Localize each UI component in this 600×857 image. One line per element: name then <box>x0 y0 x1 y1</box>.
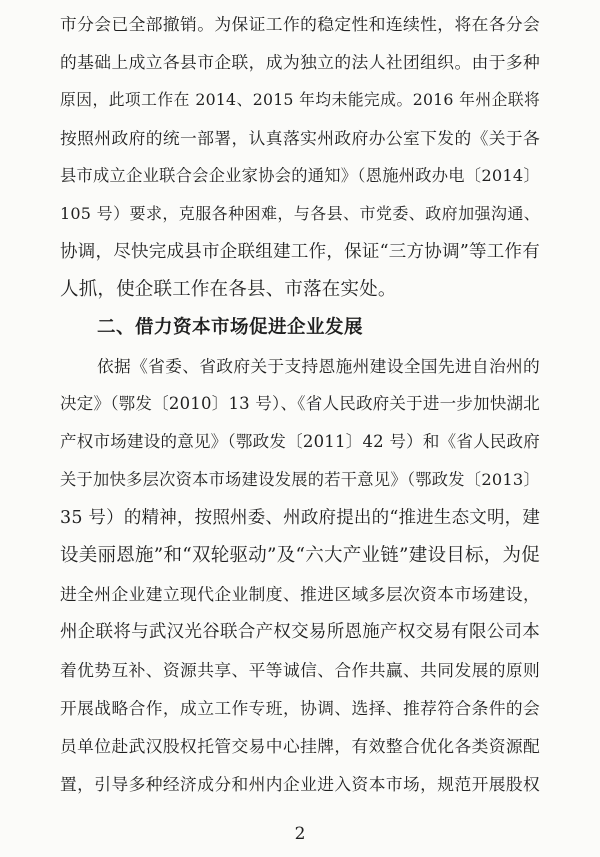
paragraph-2-line-7: 进全州企业建立现代企业制度、推进区域多层次资本市场建设， <box>60 584 540 604</box>
paragraph-2-line-5: 35 号）的精神，按照州委、州政府提出的“推进生态文明，建 <box>60 508 541 528</box>
paragraph-1-line-6: 105 号）要求，克服各种困难，与各县、市党委、政府加强沟通、 <box>60 204 540 223</box>
paragraph-2-line-6: 设美丽恩施”和“双轮驱动”及“六大产业链”建设目标，为促 <box>60 545 540 566</box>
paragraph-1-line-4: 按照州政府的统一部署，认真落实州政府办公室下发的《关于各 <box>60 128 540 148</box>
section-heading: 二、借力资本市场促进企业发展 <box>97 317 364 338</box>
paragraph-2-line-3: 产权市场建设的意见》（鄂政发〔2011〕42 号）和《省人民政府 <box>60 432 540 451</box>
paragraph-1-line-2: 的基础上成立各县市企联，成为独立的法人社团组织。由于多种 <box>60 52 540 72</box>
paragraph-1-line-5: 县市成立企业联合会企业家协会的通知》（恩施州政办电〔2014〕 <box>60 166 540 185</box>
paragraph-2-line-10: 开展战略合作，成立工作专班，协调、选择、推荐符合条件的会 <box>60 698 540 718</box>
paragraph-1-line-1: 市分会已全部撤销。为保证工作的稳定性和连续性，将在各分会 <box>60 14 540 34</box>
paragraph-1-line-7: 协调，尽快完成县市企联组建工作，保证“三方协调”等工作有 <box>60 242 540 262</box>
paragraph-2-line-2: 决定》（鄂发〔2010〕13 号）、《省人民政府关于进一步加快湖北 <box>60 394 540 413</box>
page-number: 2 <box>294 824 306 844</box>
paragraph-2-line-4: 关于加快多层次资本市场建设发展的若干意见》（鄂政发〔2013〕 <box>60 470 540 489</box>
paragraph-2-line-1: 依据《省委、省政府关于支持恩施州建设全国先进自治州的 <box>97 356 540 376</box>
paragraph-1-line-3: 原因，此项工作在 2014、2015 年均未能完成。2016 年州企联将 <box>60 90 540 109</box>
paragraph-1-line-8: 人抓，使企联工作在各县、市落在实处。 <box>60 279 397 300</box>
paragraph-2-line-8: 州企联将与武汉光谷联合产权交易所恩施产权交易有限公司本 <box>60 622 540 642</box>
paragraph-2-line-12: 置，引导多种经济成分和州内企业进入资本市场，规范开展股权 <box>60 774 540 794</box>
paragraph-2-line-9: 着优势互补、资源共享、平等诚信、合作共赢、共同发展的原则 <box>60 660 540 680</box>
paragraph-2-line-11: 员单位赴武汉股权托管交易中心挂牌，有效整合优化各类资源配 <box>60 736 540 756</box>
